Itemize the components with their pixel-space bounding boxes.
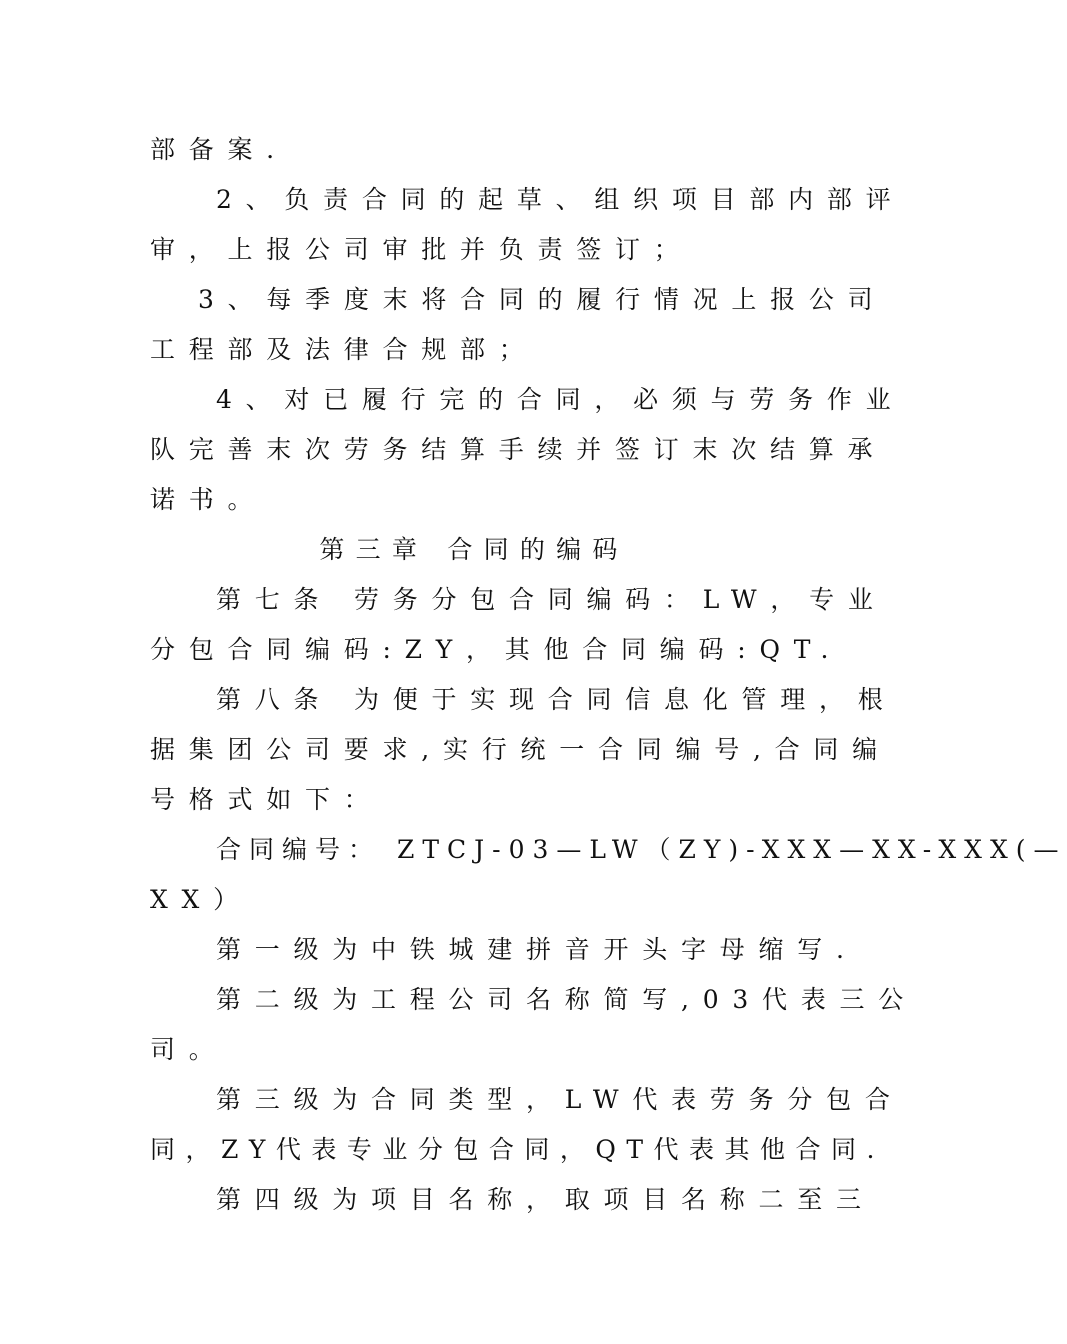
- text-line: 2、负责合同的起草、组织项目部内部评: [216, 185, 905, 214]
- text-line: 队完善末次劳务结算手续并签订末次结算承: [150, 435, 887, 464]
- text-line: 部备案．: [150, 135, 306, 164]
- text-line: 司。: [150, 1035, 228, 1064]
- text-line: 合同编号： ZTCJ-03—LW（ZY)-XXX—XX-XXX(—: [216, 835, 1067, 864]
- text-line: 第二级为工程公司名称简写,03代表三公: [216, 985, 918, 1014]
- text-line: 3、每季度末将合同的履行情况上报公司: [198, 285, 887, 314]
- text-line: 审，上报公司审批并负责签订；: [150, 235, 693, 264]
- text-line: 据集团公司要求,实行统一合同编号,合同编: [150, 735, 891, 764]
- text-line: XX）: [150, 885, 252, 914]
- text-line: 号格式如下：: [150, 785, 383, 814]
- text-line: 第一级为中铁城建拼音开头字母缩写.: [216, 935, 858, 964]
- text-line: 第八条 为便于实现合同信息化管理，根: [216, 685, 897, 714]
- text-line: 同，ZY代表专业分包合同，QT代表其他合同.: [150, 1135, 885, 1164]
- text-line: 分包合同编码:ZY，其他合同编码:QT.: [150, 635, 843, 664]
- text-line: 工程部及法律合规部；: [150, 335, 538, 364]
- text-line: 诺书。: [150, 485, 267, 514]
- text-line: 第三级为合同类型，LW代表劳务分包合: [216, 1085, 904, 1114]
- text-line: 第四级为项目名称，取项目名称二至三: [216, 1185, 875, 1214]
- text-line: 第七条 劳务分包合同编码：LW，专业: [216, 585, 887, 614]
- text-line: 4、对已履行完的合同，必须与劳务作业: [216, 385, 905, 414]
- chapter-heading: 第三章 合同的编码: [319, 535, 629, 564]
